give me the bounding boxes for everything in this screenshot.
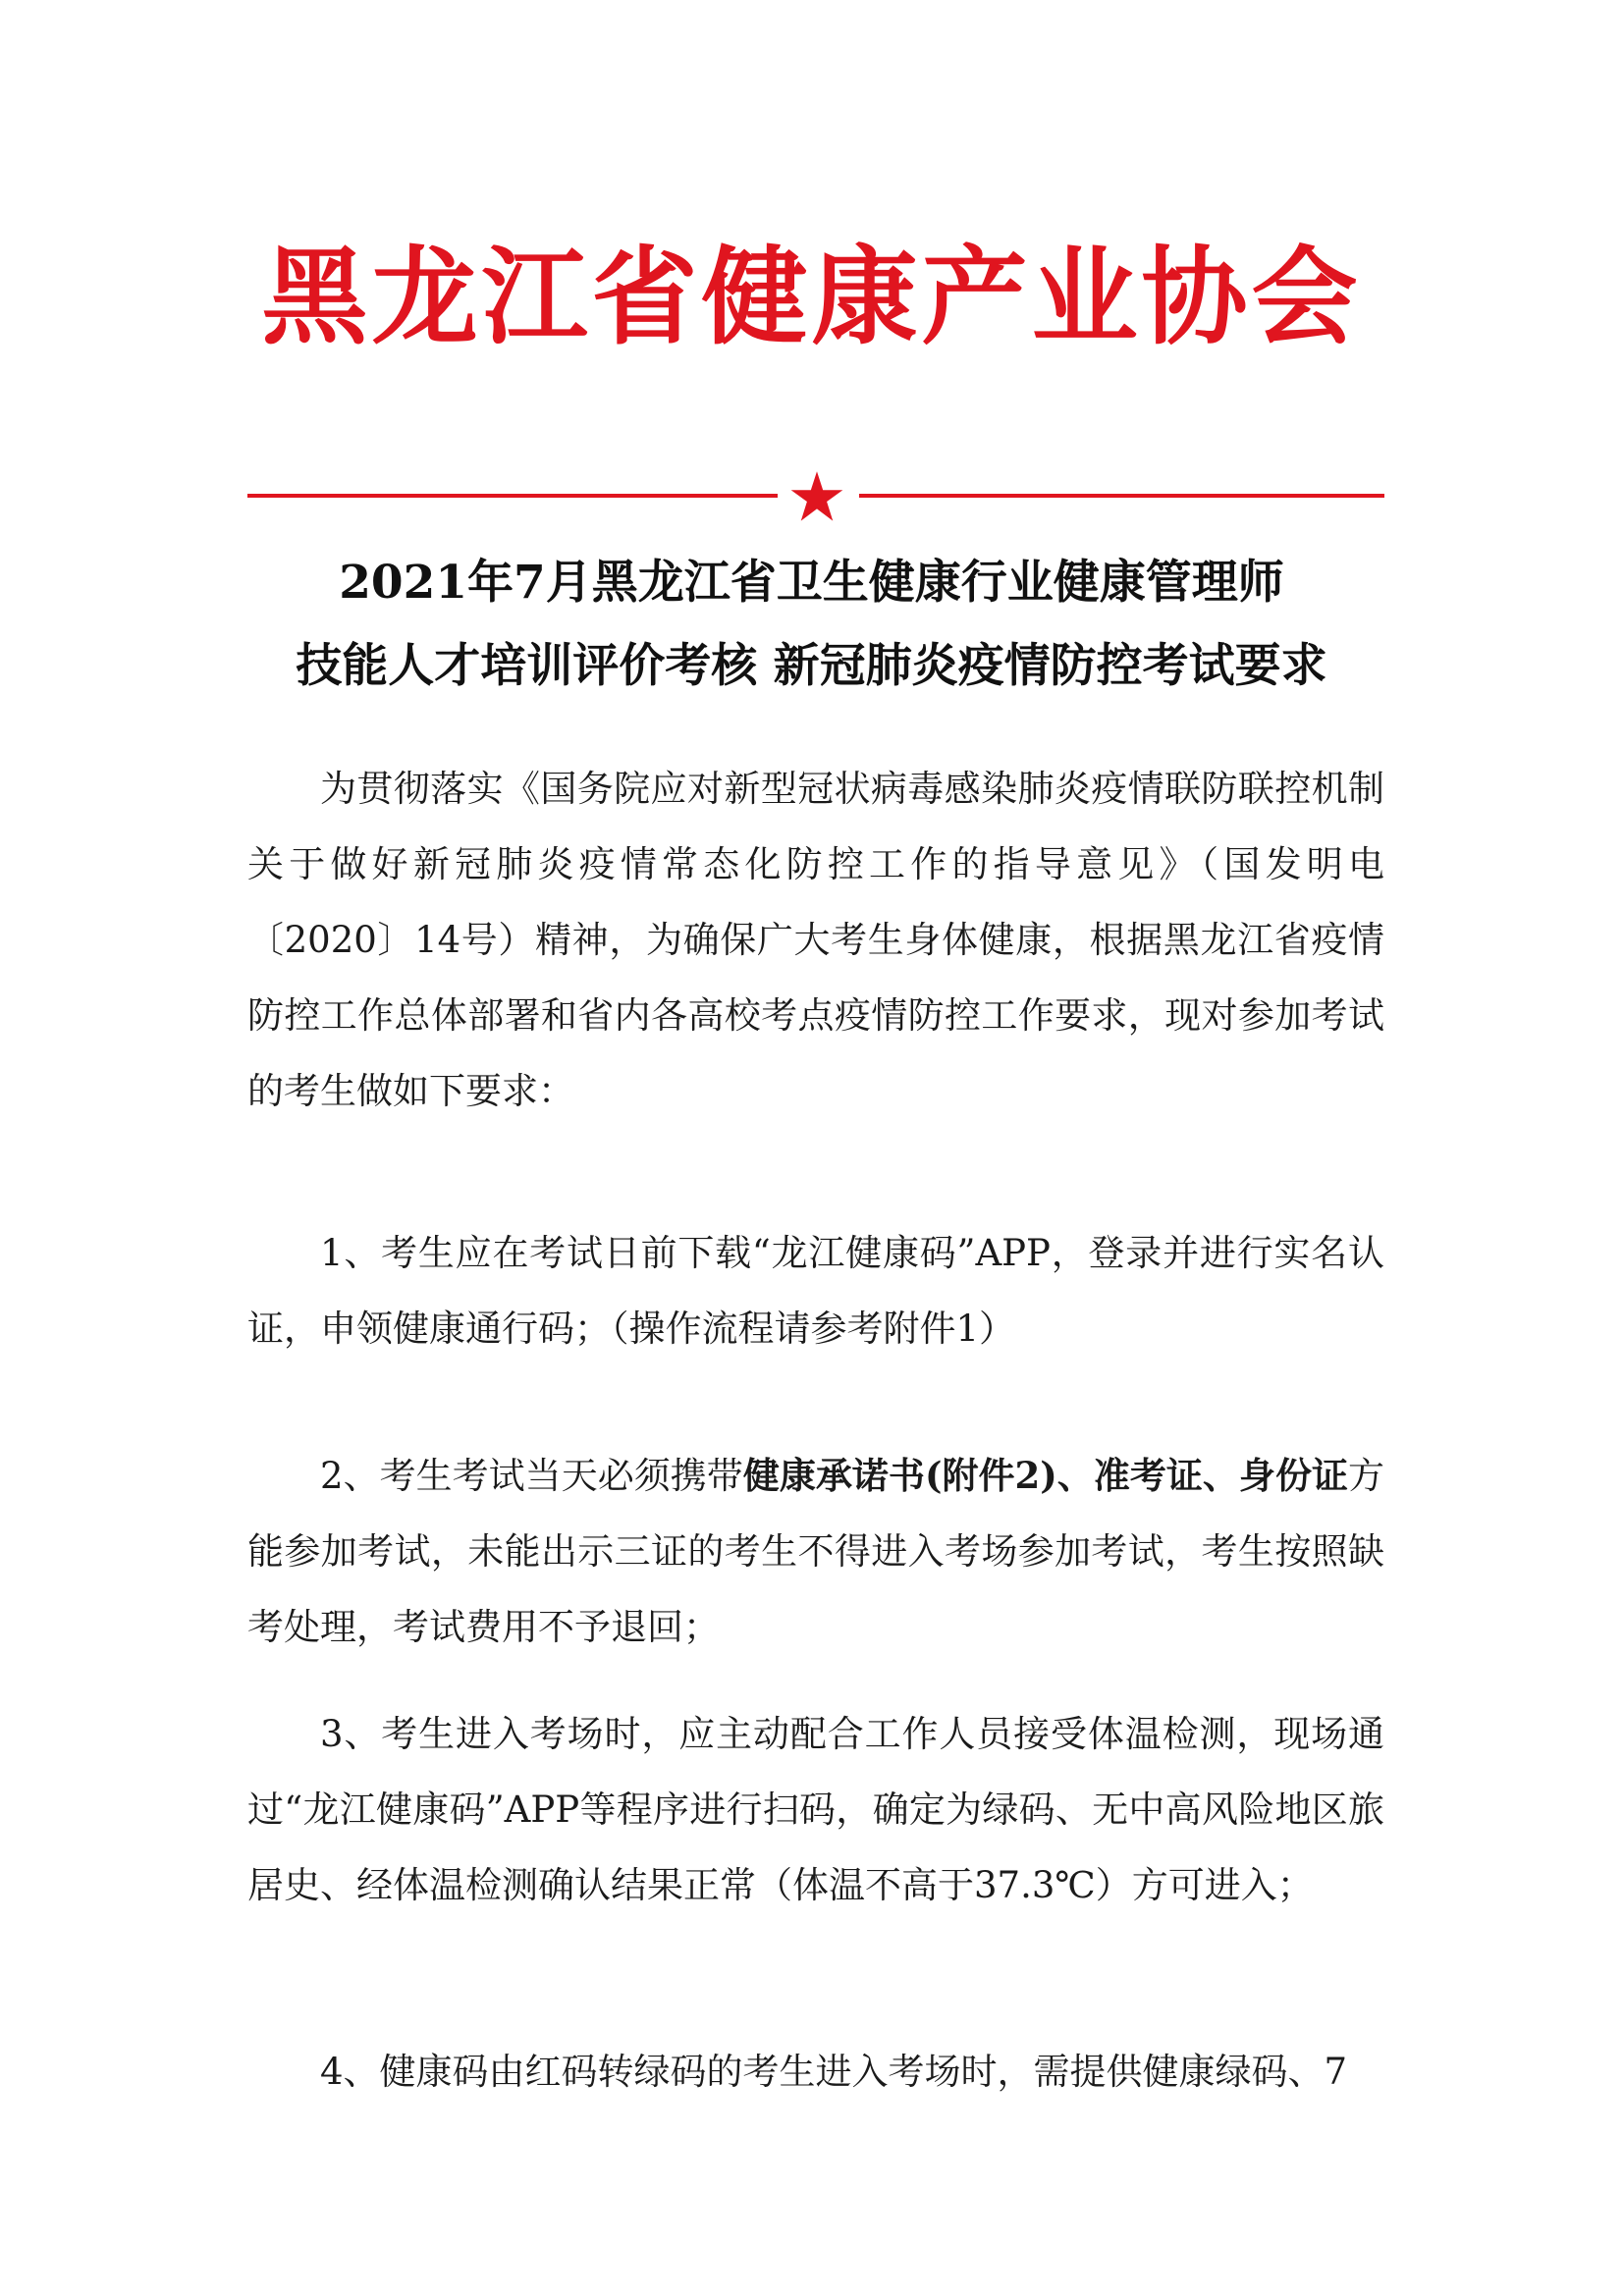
organization-name: 黑龙江省健康产业协会 [261,237,1362,359]
requirement-item-1: 1、考生应在考试日前下载“龙江健康码”APP，登录并进行实名认证，申领健康通行码；（操作流程请参考附件1） [247,1232,1384,1350]
requirement-item-4: 4、健康码由红码转绿码的考生进入考场时，需提供健康绿码、7 [320,2051,1348,2093]
intro-paragraph: 为贯彻落实《国务院应对新型冠状病毒感染肺炎疫情联防联控机制关于做好新冠肺炎疫情常态化防控工作的指导意见》（国发明电〔2020〕14号）精神，为确保广大考生身体健康，根据黑龙江省疫情防控工作总体部署和省内各高校考点疫情防控工作要求，现对参加考试的考生做如下要求： [247,768,1384,1112]
header-divider-right [859,494,1384,498]
document-title-line-1: 2021年7月黑龙江省卫生健康行业健康管理师 [339,556,1284,610]
document-title-line-2: 技能人才培训评价考核 新冠肺炎疫情防控考试要求 [296,639,1327,693]
requirement-item-2-suffix: 方能参加考试，未能出示三证的考生不得进入考场参加考试，考生按照缺考处理，考试费用不予退回； [247,1455,1384,1648]
required-documents: 健康承诺书(附件2)、准考证、身份证 [742,1454,1348,1497]
requirement-item-3: 3、考生进入考场时，应主动配合工作人员接受体温检测，现场通过“龙江健康码”APP等程序进行扫码，确定为绿码、无中高风险地区旅居史、经体温检测确认结果正常（体温不高于37.3℃）方可进入； [247,1713,1384,1906]
star-icon [789,469,844,524]
requirement-item-2 [247,1438,1384,1665]
header-divider-left [247,494,778,498]
requirement-item-2-prefix: 2、考生考试当天必须携带 [320,1455,743,1497]
